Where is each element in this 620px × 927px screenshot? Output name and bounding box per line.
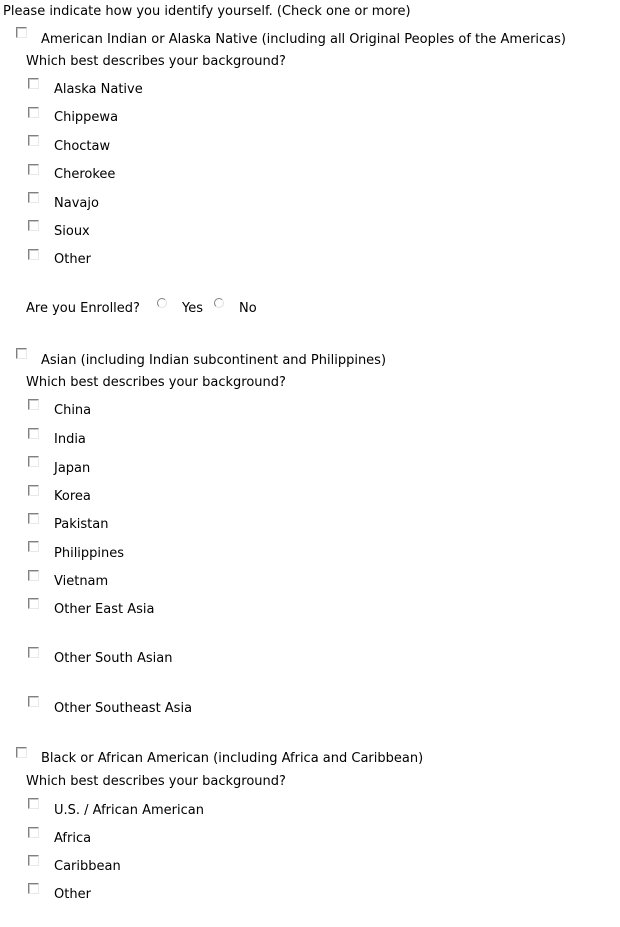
- checkbox-american-indian[interactable]: [16, 27, 27, 38]
- option-label-caribbean: Caribbean: [54, 859, 121, 874]
- checkbox-choctaw[interactable]: [28, 135, 39, 146]
- radio-label-no: No: [239, 301, 257, 316]
- option-label-alaska-native: Alaska Native: [54, 82, 143, 97]
- checkbox-sioux[interactable]: [28, 220, 39, 231]
- option-label-other-south-asian: Other South Asian: [54, 651, 173, 666]
- checkbox-black-african-american[interactable]: [16, 747, 27, 758]
- checkbox-cherokee[interactable]: [28, 164, 39, 175]
- option-label-sioux: Sioux: [54, 224, 90, 239]
- radio-label-yes: Yes: [182, 301, 203, 316]
- enrolled-question: Are you Enrolled?: [26, 301, 140, 316]
- option-label-vietnam: Vietnam: [54, 574, 109, 589]
- checkbox-india[interactable]: [28, 428, 39, 439]
- form-prompt: Please indicate how you identify yourself. (Check one or more): [3, 4, 411, 19]
- option-label-philippines: Philippines: [54, 546, 125, 561]
- checkbox-other-southeast-asia[interactable]: [28, 696, 39, 707]
- option-label-pakistan: Pakistan: [54, 517, 109, 532]
- checkbox-us-african-american[interactable]: [28, 798, 39, 809]
- group-sub-prompt-american-indian: Which best describes your background?: [26, 54, 286, 69]
- checkbox-philippines[interactable]: [28, 541, 39, 552]
- option-label-us-african-american: U.S. / African American: [54, 803, 204, 818]
- checkbox-africa[interactable]: [28, 827, 39, 838]
- checkbox-other-south-asian[interactable]: [28, 647, 39, 658]
- checkbox-japan[interactable]: [28, 456, 39, 467]
- option-label-other-east-asia: Other East Asia: [54, 602, 155, 617]
- option-label-choctaw: Choctaw: [54, 139, 111, 154]
- checkbox-chippewa[interactable]: [28, 107, 39, 118]
- checkbox-vietnam[interactable]: [28, 570, 39, 581]
- option-label-china: China: [54, 403, 92, 418]
- radio-enrolled-yes[interactable]: [157, 298, 167, 308]
- checkbox-other-black-african-american[interactable]: [28, 883, 39, 894]
- option-label-india: India: [54, 432, 86, 447]
- option-label-korea: Korea: [54, 489, 91, 504]
- checkbox-navajo[interactable]: [28, 192, 39, 203]
- checkbox-china[interactable]: [28, 399, 39, 410]
- option-label-other-black-african-american: Other: [54, 887, 91, 902]
- checkbox-other-american-indian[interactable]: [28, 249, 39, 260]
- option-label-africa: Africa: [54, 831, 92, 846]
- checkbox-asian[interactable]: [16, 348, 27, 359]
- checkbox-caribbean[interactable]: [28, 855, 39, 866]
- radio-enrolled-no[interactable]: [214, 298, 224, 308]
- option-label-japan: Japan: [54, 461, 91, 476]
- checkbox-other-east-asia[interactable]: [28, 598, 39, 609]
- option-label-cherokee: Cherokee: [54, 167, 116, 182]
- checkbox-korea[interactable]: [28, 485, 39, 496]
- group-label-black-african-american: Black or African American (including Africa and Caribbean): [41, 751, 424, 766]
- group-label-american-indian: American Indian or Alaska Native (including all Original Peoples of the Americas): [41, 32, 566, 47]
- group-label-asian: Asian (including Indian subcontinent and Philippines): [41, 353, 387, 368]
- group-sub-prompt-black-african-american: Which best describes your background?: [26, 774, 286, 789]
- checkbox-pakistan[interactable]: [28, 513, 39, 524]
- option-label-navajo: Navajo: [54, 196, 99, 211]
- group-sub-prompt-asian: Which best describes your background?: [26, 375, 286, 390]
- checkbox-alaska-native[interactable]: [28, 78, 39, 89]
- option-label-other-southeast-asia: Other Southeast Asia: [54, 701, 193, 716]
- option-label-chippewa: Chippewa: [54, 110, 119, 125]
- option-label-other-american-indian: Other: [54, 252, 91, 267]
